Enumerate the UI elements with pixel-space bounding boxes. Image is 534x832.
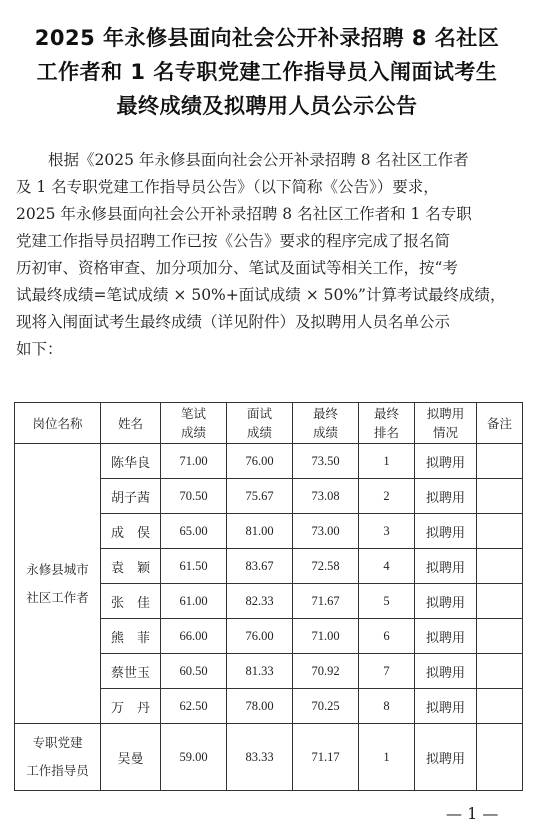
- cell-status: 拟聘用: [415, 724, 477, 791]
- cell-written: 71.00: [161, 444, 227, 479]
- header-interview: 面试 成绩: [227, 403, 293, 444]
- cell-rank: 3: [359, 514, 415, 549]
- cell-written: 61.00: [161, 584, 227, 619]
- header-note: 备注: [477, 403, 523, 444]
- cell-interview: 76.00: [227, 444, 293, 479]
- title-line-1: 2025 年永修县面向社会公开补录招聘 8 名社区: [34, 26, 500, 50]
- body-line: 试最终成绩=笔试成绩 × 50%+面试成绩 × 50%”计算考试最终成绩，: [16, 286, 506, 304]
- cell-status: 拟聘用: [415, 549, 477, 584]
- table-row: [15, 444, 523, 479]
- body-line: 现将入闱面试考生最终成绩（详见附件）及拟聘用人员名单公示: [16, 313, 451, 331]
- cell-rank: 1: [359, 444, 415, 479]
- body-line: 党建工作指导员招聘工作已按《公告》要求的程序完成了报名简: [16, 232, 451, 250]
- cell-final: 71.17: [293, 724, 359, 791]
- cell-name: 成 俣: [101, 514, 161, 549]
- header-final: 最终 成绩: [293, 403, 359, 444]
- cell-name: 胡子茜: [101, 479, 161, 514]
- body-line: 如下：: [16, 340, 63, 358]
- cell-name: 熊 菲: [101, 619, 161, 654]
- cell-written: 62.50: [161, 689, 227, 724]
- cell-interview: 76.00: [227, 619, 293, 654]
- cell-interview: 75.67: [227, 479, 293, 514]
- cell-written: 66.00: [161, 619, 227, 654]
- header-rank: 最终 排名: [359, 403, 415, 444]
- cell-status: 拟聘用: [415, 689, 477, 724]
- cell-final: 73.00: [293, 514, 359, 549]
- cell-name: 蔡世玉: [101, 654, 161, 689]
- body-line: 2025 年永修县面向社会公开补录招聘 8 名社区工作者和 1 名专职: [16, 205, 472, 223]
- cell-note: [477, 584, 523, 619]
- cell-status: 拟聘用: [415, 654, 477, 689]
- body-paragraph: [16, 147, 522, 363]
- cell-rank: 6: [359, 619, 415, 654]
- cell-status: 拟聘用: [415, 444, 477, 479]
- cell-status: 拟聘用: [415, 479, 477, 514]
- cell-written: 65.00: [161, 514, 227, 549]
- body-line: 根据《2025 年永修县面向社会公开补录招聘 8 名社区工作者: [48, 151, 469, 169]
- cell-rank: 1: [359, 724, 415, 791]
- post-cell: 专职党建 工作指导员: [15, 724, 101, 791]
- cell-note: [477, 479, 523, 514]
- cell-final: 70.92: [293, 654, 359, 689]
- cell-name: 陈华良: [101, 444, 161, 479]
- cell-note: [477, 444, 523, 479]
- cell-name: 万 丹: [101, 689, 161, 724]
- cell-written: 61.50: [161, 549, 227, 584]
- cell-status: 拟聘用: [415, 619, 477, 654]
- cell-rank: 4: [359, 549, 415, 584]
- table-row: [15, 724, 523, 791]
- cell-final: 73.50: [293, 444, 359, 479]
- table-header-row: [15, 403, 523, 444]
- cell-interview: 81.33: [227, 654, 293, 689]
- header-status: 拟聘用 情况: [415, 403, 477, 444]
- cell-note: [477, 654, 523, 689]
- title-line-2: 工作者和 1 名专职党建工作指导员入闱面试考生: [36, 60, 498, 84]
- cell-interview: 83.33: [227, 724, 293, 791]
- cell-final: 71.00: [293, 619, 359, 654]
- cell-rank: 7: [359, 654, 415, 689]
- cell-interview: 78.00: [227, 689, 293, 724]
- cell-final: 73.08: [293, 479, 359, 514]
- cell-interview: 82.33: [227, 584, 293, 619]
- cell-interview: 83.67: [227, 549, 293, 584]
- cell-status: 拟聘用: [415, 584, 477, 619]
- cell-rank: 2: [359, 479, 415, 514]
- body-line: 及 1 名专职党建工作指导员公告》（以下简称《公告》）要求，: [16, 178, 439, 196]
- post-cell: 永修县城市 社区工作者: [15, 444, 101, 724]
- cell-written: 70.50: [161, 479, 227, 514]
- results-table: [14, 402, 523, 791]
- cell-rank: 5: [359, 584, 415, 619]
- cell-note: [477, 549, 523, 584]
- cell-note: [477, 689, 523, 724]
- cell-note: [477, 724, 523, 791]
- cell-interview: 81.00: [227, 514, 293, 549]
- body-line: 历初审、资格审查、加分项加分、笔试及面试等相关工作，按“考: [16, 259, 458, 277]
- cell-rank: 8: [359, 689, 415, 724]
- cell-final: 70.25: [293, 689, 359, 724]
- cell-status: 拟聘用: [415, 514, 477, 549]
- cell-name: 袁 颖: [101, 549, 161, 584]
- cell-written: 59.00: [161, 724, 227, 791]
- cell-final: 72.58: [293, 549, 359, 584]
- cell-final: 71.67: [293, 584, 359, 619]
- header-name: 姓名: [101, 403, 161, 444]
- header-written: 笔试 成绩: [161, 403, 227, 444]
- header-post: 岗位名称: [15, 403, 101, 444]
- cell-note: [477, 514, 523, 549]
- cell-note: [477, 619, 523, 654]
- title-line-3: 最终成绩及拟聘用人员公示公告: [116, 94, 418, 118]
- cell-name: 张 佳: [101, 584, 161, 619]
- cell-written: 60.50: [161, 654, 227, 689]
- cell-name: 吴曼: [101, 724, 161, 791]
- page-number: — 1 —: [446, 804, 499, 823]
